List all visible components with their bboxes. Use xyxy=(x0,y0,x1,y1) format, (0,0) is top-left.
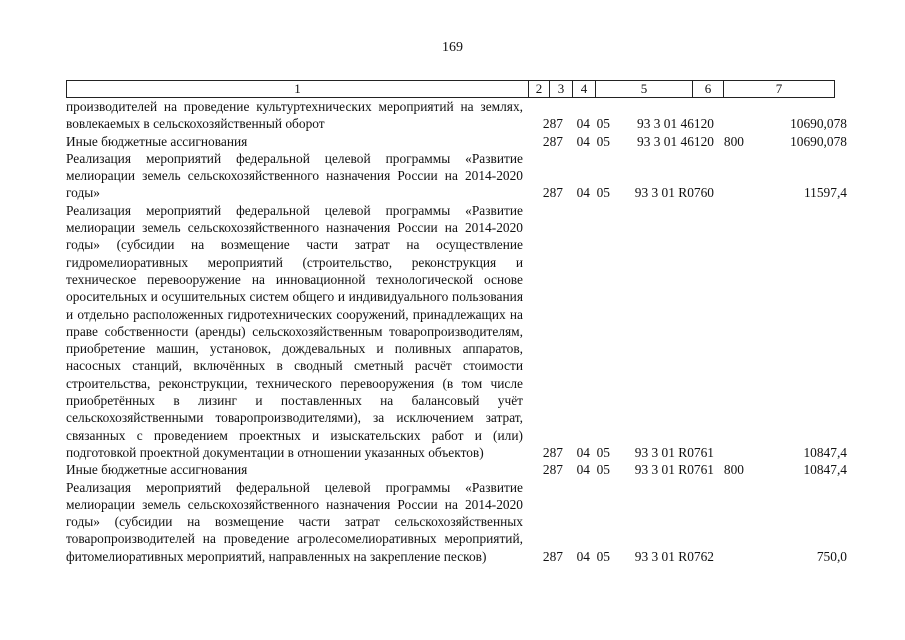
row-description: Иные бюджетные ассигнования xyxy=(66,462,248,478)
column-header-3: 3 xyxy=(550,81,573,98)
row-code-expense-type: 800 xyxy=(723,133,744,149)
row-code-section: 04 xyxy=(576,133,590,149)
row-amount: 750,0 xyxy=(816,548,847,564)
row-code-section: 04 xyxy=(576,444,590,460)
column-header-6: 6 xyxy=(693,81,724,98)
row-description: производителей на проведение культуртехнических мероприятий на землях, вовлекаемых в сельскохозяйственный оборот xyxy=(66,99,523,132)
row-code-target: 93 3 01 R0761 xyxy=(634,462,714,478)
row-code-ministry: 287 xyxy=(542,548,563,564)
column-header-2: 2 xyxy=(529,81,550,98)
table-row xyxy=(66,150,850,202)
budget-table-body xyxy=(66,98,850,565)
row-code-section: 04 xyxy=(576,462,590,478)
row-code-target: 93 3 01 R0760 xyxy=(634,185,714,201)
row-code-subsection: 05 xyxy=(596,185,610,201)
row-code-ministry: 287 xyxy=(542,133,563,149)
row-code-ministry: 287 xyxy=(542,185,563,201)
page-number: 169 xyxy=(442,40,463,55)
row-code-section: 04 xyxy=(576,185,590,201)
row-code-target: 93 3 01 46120 xyxy=(637,116,714,132)
row-amount: 10690,078 xyxy=(790,116,847,132)
row-code-expense-type: 800 xyxy=(723,462,744,478)
row-code-subsection: 05 xyxy=(596,116,610,132)
row-description: Реализация мероприятий федеральной целевой программы «Развитие мелиорации земель сельскохозяйственного назначения России на 2014-2020 годы» xyxy=(66,150,523,201)
table-row xyxy=(66,98,850,133)
row-code-section: 04 xyxy=(576,116,590,132)
row-code-target: 93 3 01 R0761 xyxy=(634,444,714,460)
table-row xyxy=(66,202,850,461)
column-header-7: 7 xyxy=(724,81,835,98)
row-code-ministry: 287 xyxy=(542,116,563,132)
column-header-row xyxy=(67,81,835,98)
row-description: Реализация мероприятий федеральной целевой программы «Развитие мелиорации земель сельскохозяйственного назначения России на 2014-2020 годы» (субсидии на возмещение части затрат на осуществление гидромелиоративных мероприятий (строительство, реконструкция и техническое перевооружение на инновационной технологической основе оросительных и осушительных систем общего и индивидуального пользования и отдельно расположенных гидротехнических сооружений, принадлежащих на праве собственности (аренды) сельскохозяйственным товаропроизводителям, приобретение машин, установок, дождевальных и поливных аппаратов, насосных станций, включённых в сводный сметный расчёт стоимости строительства, реконструкции, технического перевооружения (в том числе приобретённых в лизинг и поставленных на балансовый учёт сельскохозяйственными товаропроизводителями), за исключением затрат, связанных с проведением проектных и изыскательских работ и (или) подготовкой проектной документации в отношении указанных объектов) xyxy=(66,202,523,460)
row-amount: 10847,4 xyxy=(803,462,847,478)
row-code-section: 04 xyxy=(576,548,590,564)
row-amount: 10690,078 xyxy=(790,133,847,149)
row-amount: 10847,4 xyxy=(803,444,847,460)
column-header-table xyxy=(66,80,835,98)
column-header-4: 4 xyxy=(573,81,596,98)
column-header-5: 5 xyxy=(596,81,693,98)
row-code-subsection: 05 xyxy=(596,462,610,478)
table-row xyxy=(66,461,850,478)
row-code-ministry: 287 xyxy=(542,444,563,460)
row-code-target: 93 3 01 46120 xyxy=(637,133,714,149)
row-amount: 11597,4 xyxy=(803,185,847,201)
column-header-1: 1 xyxy=(67,81,529,98)
row-description: Иные бюджетные ассигнования xyxy=(66,133,248,149)
row-code-ministry: 287 xyxy=(542,462,563,478)
row-code-subsection: 05 xyxy=(596,444,610,460)
row-code-subsection: 05 xyxy=(596,133,610,149)
row-code-target: 93 3 01 R0762 xyxy=(634,548,714,564)
table-row xyxy=(66,479,850,565)
row-description: Реализация мероприятий федеральной целевой программы «Развитие мелиорации земель сельскохозяйственного назначения России на 2014-2020 годы» (субсидии на возмещение части затрат сельскохозяйственных товаропроизводителей на проведение агролесомелиоративных мероприятий, фитомелиоративных мероприятий, направленных на закрепление песков) xyxy=(66,479,523,564)
row-code-subsection: 05 xyxy=(596,548,610,564)
table-row xyxy=(66,133,850,150)
